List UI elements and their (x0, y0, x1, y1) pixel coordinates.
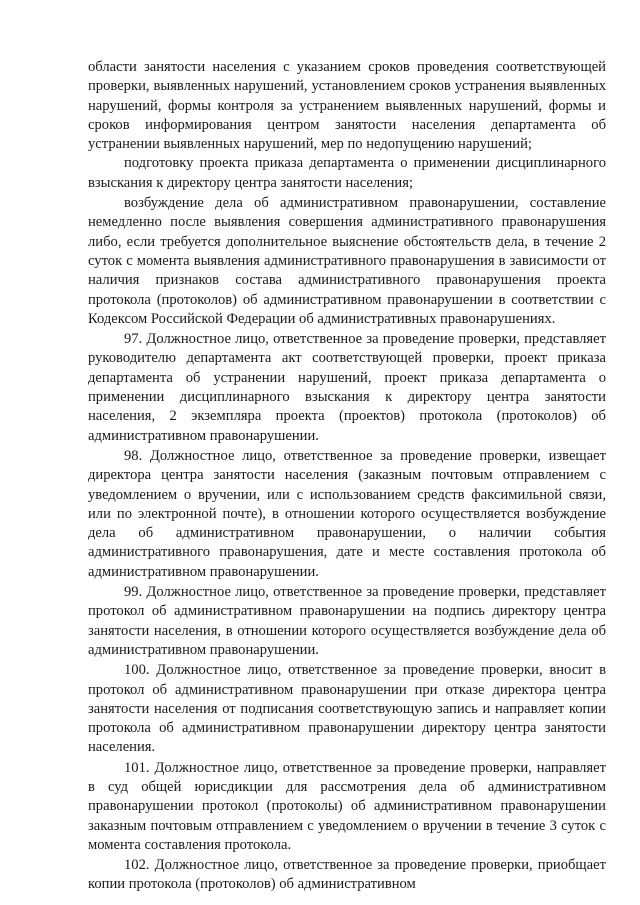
paragraph: 101. Должностное лицо, ответственное за проведение проверки, направляет в суд общей юрисдикции для рассмотрения дела об административном правонарушении протокол (протоколы) об административном правонарушении заказным почтовым отправлением с уведомлением о вручении в течение 3 суток с момента составления протокола. (88, 759, 606, 853)
paragraph: области занятости населения с указанием сроков проведения соответствующей проверки, выявленных нарушений, установлением сроков устранения выявленных нарушений, формы контроля за устранением выявленных нарушений, формы и сроков информирования центром занятости населения департамента об устранении выявленных нарушений, мер по недопущению нарушений; (88, 59, 606, 153)
paragraph: подготовку проекта приказа департамента о применении дисциплинарного взыскания к директору центра занятости населения; (88, 155, 606, 191)
paragraph: 102. Должностное лицо, ответственное за проведение проверки, приобщает копии протокола (протоколов) об административном (88, 857, 606, 893)
paragraph: 99. Должностное лицо, ответственное за проведение проверки, представляет протокол об административном правонарушении на подпись директору центра занятости населения, в отношении которого осуществляется возбуждение дела об административном правонарушении. (88, 584, 606, 658)
document-page (88, 58, 606, 895)
paragraph: 100. Должностное лицо, ответственное за проведение проверки, вносит в протокол об административном правонарушении при отказе директора центра занятости населения от подписания соответствующую запись и направляет копии протокола об административном правонарушении директору центра занятости населения. (88, 662, 606, 756)
paragraph: 97. Должностное лицо, ответственное за проведение проверки, представляет руководителю департамента акт соответствующей проверки, проект приказа департамента об устранении нарушений, проект приказа департамента о применении дисциплинарного взыскания к директору центра занятости населения, 2 экземпляра проекта (проектов) протокола (протоколов) об административном правонарушении. (88, 331, 606, 444)
paragraph: 98. Должностное лицо, ответственное за проведение проверки, извещает директора центра занятости населения (заказным почтовым отправлением с уведомлением о вручении, или с использованием средств факсимильной связи, или по электронной почте), в отношении которого осуществляется возбуждение дела об административном правонарушении, о наличии события административного правонарушения, дате и месте составления протокола об административном правонарушении. (88, 447, 606, 580)
paragraph: возбуждение дела об административном правонарушении, составление немедленно после выявления совершения административного правонарушения либо, если требуется дополнительное выяснение обстоятельств дела, в течение 2 суток с момента выявления административного правонарушения в зависимости от наличия признаков состава административного правонарушения проекта протокола (протоколов) об административном правонарушении в соответствии с Кодексом Российской Федерации об административных правонарушениях. (88, 195, 606, 327)
